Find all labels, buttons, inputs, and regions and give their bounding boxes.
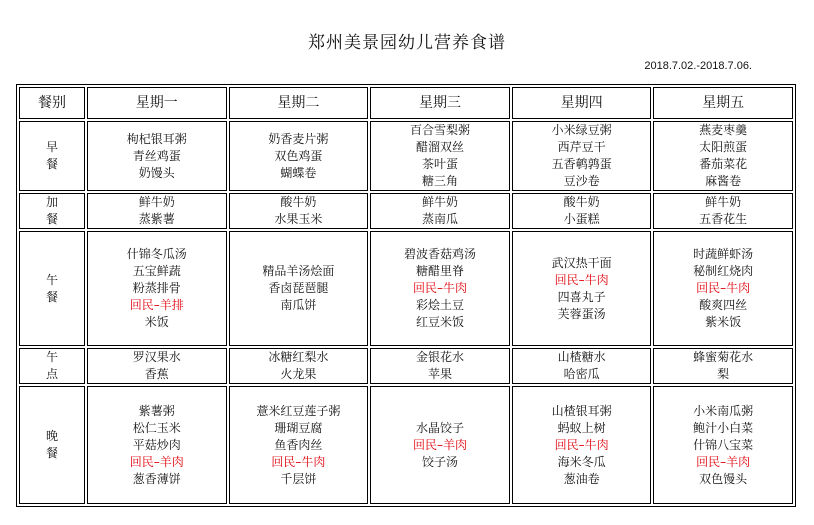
dish-item: 碧波香菇鸡汤: [403, 247, 476, 261]
date-range: 2018.7.02.-2018.7.06.: [644, 60, 752, 72]
dish-item: 番茄菜花: [699, 157, 748, 171]
halal-dish-item: 回民–牛肉: [554, 272, 609, 287]
halal-dish-item: 回民–牛肉: [412, 281, 467, 295]
dish-item: 水果玉米: [274, 212, 323, 226]
dish-item: 什锦冬瓜汤: [126, 247, 187, 261]
day-header-wednesday: 星期三: [370, 87, 510, 119]
dish-item: 平菇炒肉: [132, 437, 181, 452]
dish-item: 哈密瓜: [563, 367, 600, 381]
halal-dish-item: 回民–羊肉: [412, 437, 467, 452]
dish-item: 小米绿豆粥: [551, 123, 612, 137]
menu-cell: [229, 386, 369, 504]
dish-item: 芙蓉蛋汤: [557, 306, 606, 321]
dish-item: 饺子汤: [421, 454, 458, 469]
dish-item: 南瓜饼: [280, 298, 317, 312]
meal-label-lunch: 午 餐: [19, 231, 85, 346]
halal-dish-item: 回民–羊肉: [696, 454, 751, 469]
menu-cell: [653, 348, 793, 384]
dish-item: 武汉热干面: [551, 255, 612, 270]
dish-item: 鱼香肉丝: [274, 437, 323, 452]
menu-cell: [229, 231, 369, 346]
dish-item: 金银花水: [415, 350, 464, 364]
dish-item: 豆沙卷: [563, 174, 600, 188]
dish-item: 小蛋糕: [563, 212, 600, 226]
day-header-friday: 星期五: [653, 87, 793, 119]
dish-item: 酸爽四丝: [699, 298, 748, 312]
menu-cell: [653, 121, 793, 191]
dish-item: 蝴蝶卷: [280, 165, 317, 180]
dish-item: 山楂糖水: [557, 350, 606, 364]
dish-item: 珊瑚豆腐: [274, 420, 323, 435]
dish-item: 鲜牛奶: [138, 195, 175, 209]
dish-item: 醋溜双丝: [415, 140, 464, 154]
menu-cell: [370, 386, 510, 504]
dish-item: 紫米饭: [705, 315, 742, 329]
menu-cell: [512, 386, 652, 504]
menu-cell: [229, 348, 369, 384]
menu-cell: [87, 386, 227, 504]
menu-cell: [653, 231, 793, 346]
dish-item: 双色馒头: [699, 471, 748, 486]
menu-cell: [87, 231, 227, 346]
halal-dish-item: 回民–牛肉: [271, 454, 326, 469]
menu-cell: [229, 121, 369, 191]
dish-item: 精品羊汤烩面: [262, 264, 335, 278]
dish-item: 紫薯粥: [138, 403, 175, 418]
dish-item: 梨: [717, 367, 730, 381]
menu-table: [16, 84, 796, 507]
day-header-monday: 星期一: [87, 87, 227, 119]
dish-item: 葱香薄饼: [132, 471, 181, 486]
dish-item: 松仁玉米: [132, 420, 181, 435]
meal-label-afternoon-snack: 午 点: [19, 348, 85, 384]
meal-row-dinner: [19, 386, 793, 504]
dish-item: 五宝鲜蔬: [132, 264, 181, 278]
dish-item: 糖三角: [421, 174, 458, 188]
dish-item: 粉蒸排骨: [132, 281, 181, 295]
halal-dish-item: 回民–牛肉: [696, 281, 751, 295]
menu-cell: [87, 348, 227, 384]
meal-row-breakfast: [19, 121, 793, 191]
dish-item: 火龙果: [280, 367, 317, 381]
dish-item: 麻酱卷: [705, 174, 742, 188]
menu-cell: [512, 121, 652, 191]
meal-type-header: 餐别: [19, 87, 85, 119]
dish-item: 香卤琵琶腿: [268, 281, 329, 295]
dish-item: 青丝鸡蛋: [132, 148, 181, 163]
dish-item: 什锦八宝菜: [693, 437, 754, 452]
dish-item: 茶叶蛋: [421, 157, 458, 171]
dish-item: 酸牛奶: [280, 195, 317, 209]
dish-item: 鲍汁小白菜: [693, 420, 754, 435]
menu-cell: [512, 231, 652, 346]
dish-item: 奶馒头: [138, 165, 175, 180]
menu-cell: [512, 348, 652, 384]
menu-cell: [370, 348, 510, 384]
meal-row-afternoon-snack: [19, 348, 793, 384]
dish-item: 西芹豆干: [557, 140, 606, 154]
dish-item: 葱油卷: [563, 471, 600, 486]
menu-cell: [653, 193, 793, 229]
menu-cell: [87, 121, 227, 191]
dish-item: 时蔬鲜虾汤: [693, 247, 754, 261]
halal-dish-item: 回民–羊排: [129, 298, 184, 312]
meal-row-lunch: [19, 231, 793, 346]
menu-cell: [512, 193, 652, 229]
dish-item: 太阳煎蛋: [699, 140, 748, 154]
dish-item: 米饭: [144, 315, 169, 329]
meal-row-morning-snack: [19, 193, 793, 229]
dish-item: 罗汉果水: [132, 350, 181, 364]
menu-cell: [370, 231, 510, 346]
dish-item: 酸牛奶: [563, 195, 600, 209]
menu-cell: [229, 193, 369, 229]
dish-item: 双色鸡蛋: [274, 148, 323, 163]
menu-cell: [87, 193, 227, 229]
day-header-thursday: 星期四: [512, 87, 652, 119]
day-header-tuesday: 星期二: [229, 87, 369, 119]
dish-item: 百合雪梨粥: [409, 123, 470, 137]
meal-label-breakfast: 早 餐: [19, 121, 85, 191]
menu-cell: [653, 386, 793, 504]
dish-item: 蒸南瓜: [421, 212, 458, 226]
dish-item: 彩烩土豆: [415, 298, 464, 312]
dish-item: 五香鹌鹑蛋: [551, 157, 612, 171]
dish-item: 蜂蜜菊花水: [693, 350, 754, 364]
dish-item: 鲜牛奶: [705, 195, 742, 209]
dish-item: 水晶饺子: [415, 420, 464, 435]
dish-item: 燕麦枣羹: [699, 123, 748, 137]
dish-item: 薏米红豆莲子粥: [256, 403, 341, 418]
menu-cell: [370, 193, 510, 229]
dish-item: 四喜丸子: [557, 289, 606, 304]
dish-item: 红豆米饭: [415, 315, 464, 329]
dish-item: 糖醋里脊: [415, 264, 464, 278]
meal-label-dinner: 晚 餐: [19, 386, 85, 504]
halal-dish-item: 回民–羊肉: [129, 454, 184, 469]
dish-item: 秘制红烧肉: [693, 264, 754, 278]
dish-item: 海米冬瓜: [557, 454, 606, 469]
dish-item: 枸杞银耳粥: [126, 131, 187, 146]
header-row: [19, 87, 793, 119]
dish-item: 五香花生: [699, 212, 748, 226]
page-title: 郑州美景园幼儿营养食谱: [308, 33, 506, 53]
dish-item: 蚂蚁上树: [557, 420, 606, 435]
dish-item: 山楂银耳粥: [551, 403, 612, 418]
menu-cell: [370, 121, 510, 191]
meal-label-morning-snack: 加 餐: [19, 193, 85, 229]
dish-item: 蒸紫薯: [138, 212, 175, 226]
dish-item: 奶香麦片粥: [268, 131, 329, 146]
dish-item: 香蕉: [144, 367, 169, 381]
dish-item: 小米南瓜粥: [693, 403, 754, 418]
halal-dish-item: 回民–牛肉: [554, 437, 609, 452]
dish-item: 鲜牛奶: [421, 195, 458, 209]
dish-item: 苹果: [427, 367, 452, 381]
dish-item: 千层饼: [280, 471, 317, 486]
dish-item: 冰糖红梨水: [268, 350, 329, 364]
